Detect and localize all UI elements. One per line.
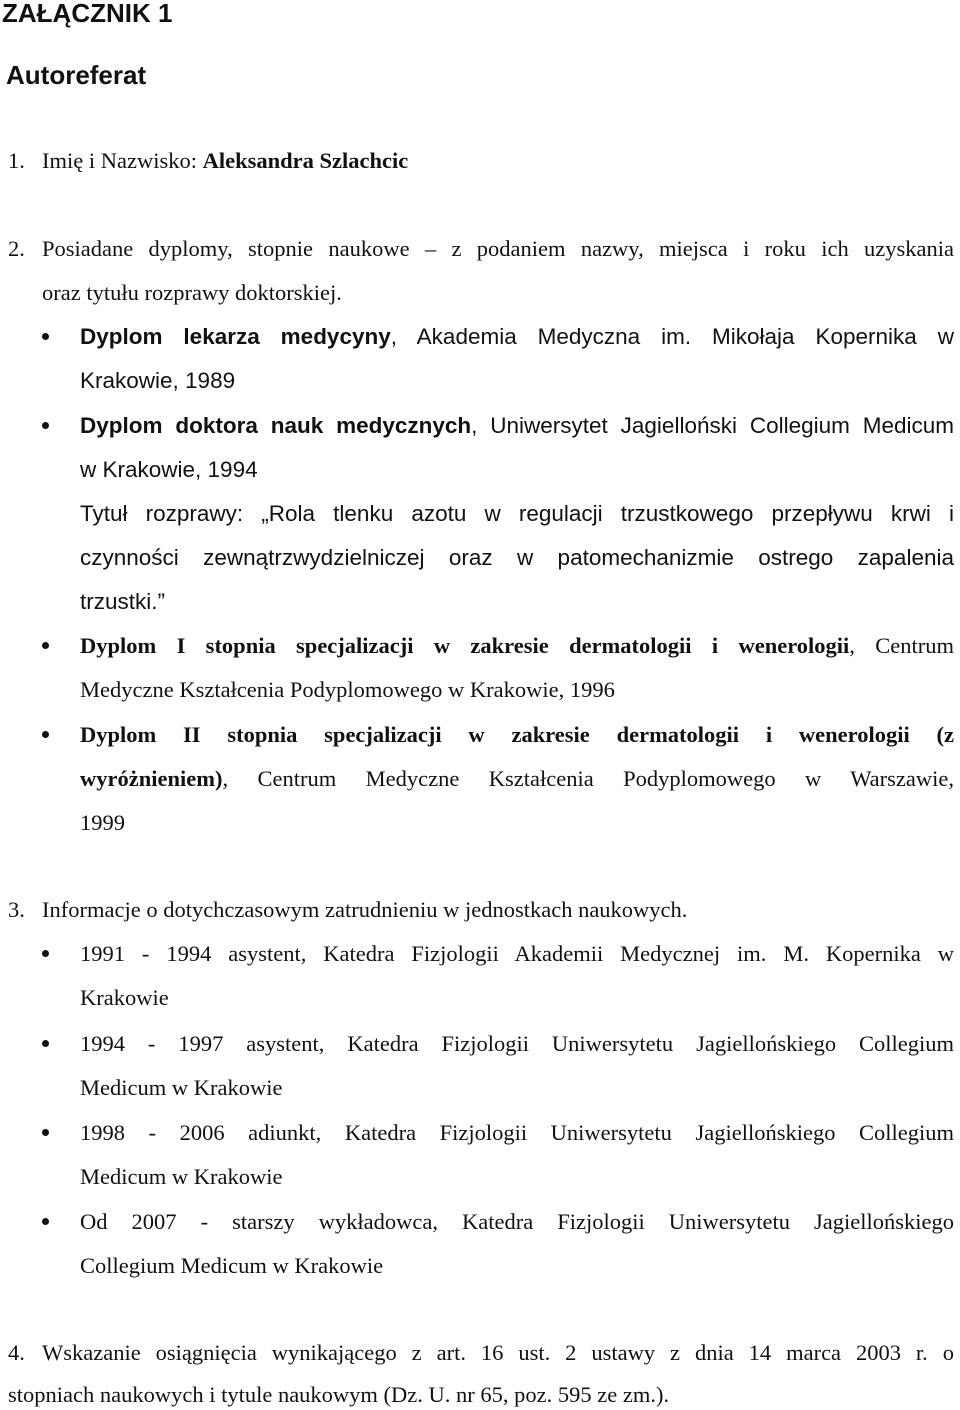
diploma-details: , Akademia Medyczna im. Mikołaja Kopernika w — [390, 324, 954, 349]
section-heading-line: Wskazanie osiągnięcia wynikającego z art. 16 ust. 2 ustawy z dnia 14 marca 2003 r. o — [42, 1340, 954, 1365]
section-heading: Informacje o dotychczasowym zatrudnieniu w jednostkach naukowych. — [42, 897, 688, 922]
list-item: 1998 - 2006 adiunkt, Katedra Fizjologii Uniwersytetu Jagiellońskiego Collegium — [80, 1120, 954, 1145]
list-item: 1994 - 1997 asystent, Katedra Fizjologii Uniwersytetu Jagiellońskiego Collegium — [80, 1031, 954, 1056]
attachment-label: ZAŁĄCZNIK 1 — [2, 0, 173, 28]
bullet-icon — [42, 1218, 49, 1225]
person-name: Aleksandra Szlachcic — [202, 148, 409, 173]
document-title: Autoreferat — [6, 60, 147, 90]
list-item-line: 1999 — [80, 810, 125, 835]
section-heading-line: Posiadane dyplomy, stopnie naukowe – z podaniem nazwy, miejsca i roku ich uzyskania — [42, 236, 954, 261]
thesis-title-line: czynności zewnątrzwydzielniczej oraz w patomechanizmie ostrego zapalenia — [80, 545, 954, 570]
bullet-icon — [42, 1040, 49, 1047]
list-item-line: Krakowie, 1989 — [80, 368, 236, 393]
section-number: 1. — [8, 148, 25, 173]
bullet-icon — [42, 422, 49, 429]
thesis-title-line: trzustki.” — [80, 589, 166, 614]
list-item — [80, 411, 954, 441]
section-number: 2. — [8, 236, 25, 261]
bullet-icon — [42, 731, 49, 738]
diploma-title: Dyplom I stopnia specjalizacji w zakresie dermatologii i wenerologii — [80, 633, 850, 658]
diploma-details: , Uniwersytet Jagielloński Collegium Medicum — [471, 413, 954, 438]
list-item: 1991 - 1994 asystent, Katedra Fizjologii Akademii Medycznej im. M. Kopernika w — [80, 941, 954, 966]
section-heading-line: stopniach naukowych i tytule naukowym (Dz. U. nr 65, poz. 595 ze zm.). — [8, 1382, 670, 1407]
list-item — [80, 631, 954, 661]
bullet-icon — [42, 950, 49, 957]
list-item-line: Krakowie — [80, 985, 169, 1010]
list-item: Dyplom II stopnia specjalizacji w zakresie dermatologii i wenerologii (z — [80, 722, 954, 747]
name-line — [42, 146, 408, 176]
section-heading-line: oraz tytułu rozprawy doktorskiej. — [42, 280, 342, 305]
section-number: 3. — [8, 897, 25, 922]
bullet-icon — [42, 642, 49, 649]
list-item-line: Medyczne Kształcenia Podyplomowego w Krakowie, 1996 — [80, 677, 615, 702]
bullet-icon — [42, 333, 49, 340]
list-item-line: w Krakowie, 1994 — [80, 457, 258, 482]
diploma-details: , Centrum Medyczne Kształcenia Podyplomowego w Warszawie, — [222, 766, 954, 791]
diploma-details: , Centrum — [849, 633, 954, 658]
distinction-label: wyróżnieniem) — [80, 766, 223, 791]
list-item-line: Medicum w Krakowie — [80, 1075, 283, 1100]
list-item-line: Medicum w Krakowie — [80, 1164, 283, 1189]
name-label: Imię i Nazwisko: — [42, 148, 203, 173]
list-item: Od 2007 - starszy wykładowca, Katedra Fizjologii Uniwersytetu Jagiellońskiego — [80, 1209, 954, 1234]
list-item-line — [80, 764, 954, 794]
thesis-title-line: Tytuł rozprawy: „Rola tlenku azotu w regulacji trzustkowego przepływu krwi i — [80, 501, 954, 526]
list-item-line: Collegium Medicum w Krakowie — [80, 1253, 384, 1278]
section-number: 4. — [8, 1340, 25, 1365]
diploma-title: Dyplom doktora nauk medycznych — [80, 413, 472, 438]
bullet-icon — [42, 1129, 49, 1136]
list-item — [80, 322, 954, 352]
diploma-title: Dyplom lekarza medycyny — [80, 324, 391, 349]
